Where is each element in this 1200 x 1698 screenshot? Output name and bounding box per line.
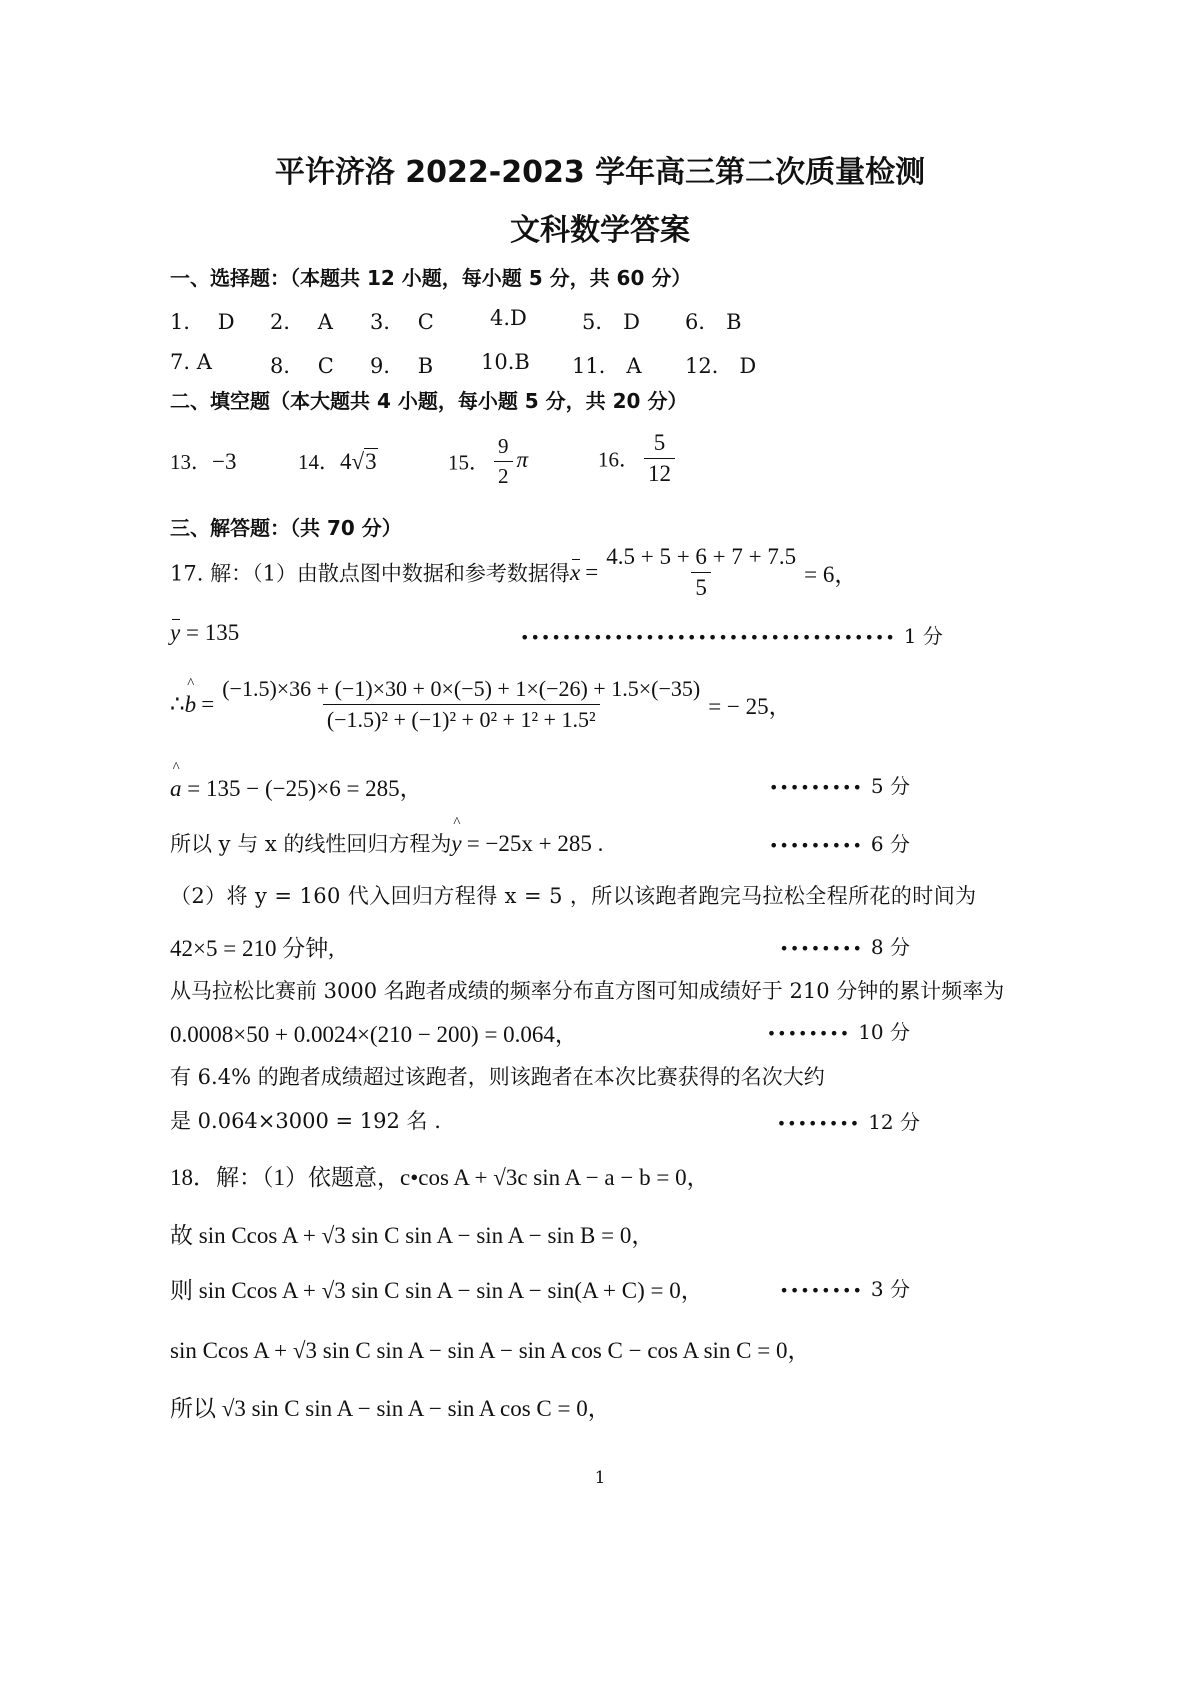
choice-answer: 6． B <box>685 310 742 334</box>
q17-a-hat-line: ^ a = 135 − (−25)×6 = 285， <box>170 770 423 803</box>
choice-answer: 4.D <box>490 306 527 330</box>
q17-b-hat-line: ∴^ b = $\frac{(-1.5)\times 36 + (-1)\times 30 + 0\times(-5) + 1\times(-26) + 1.5\times(-35)}{\text{(−1.5)² + (−1)² + 0² + 1² + 1.5²}}$ = − 25， <box>170 676 792 733</box>
choice-answer: 1． D <box>170 310 235 334</box>
q18-line5: 所以 √3 sin C sin A − sin A − sin A cos C = 0， <box>170 1396 611 1421</box>
score-marker: ••••••••• 6 分 <box>768 832 910 856</box>
choice-answer: 9． B <box>370 354 434 378</box>
q17-part2-line1: （2）将 y = 160 代入回归方程得 x = 5 ，所以该跑者跑完马拉松全程所花的时间为 <box>170 884 977 908</box>
q18-line1: 18．解：（1）依题意，c•cos A + √3c sin A − a − b = 0， <box>170 1165 710 1190</box>
page-number: 1 <box>594 1468 606 1488</box>
page-title: 平许济洛 2022-2023 学年高三第二次质量检测 <box>274 155 926 190</box>
q17-ybar-line: y = 135 <box>170 620 240 645</box>
section2-heading: 二、填空题（本大题共 4 小题，每小题 5 分，共 20 分） <box>170 389 688 413</box>
q17-regression-line: 所以 y 与 x 的线性回归方程为^ y = −25x + 285 . <box>170 828 603 858</box>
q17-part2-line6: 是 0.064×3000 = 192 名 . <box>170 1109 441 1133</box>
choice-answer: 11． A <box>572 354 642 378</box>
fill-answer-15: 15． $\frac{9}{2}$ π <box>448 434 529 488</box>
q18-line4: sin Ccos A + √3 sin C sin A − sin A − sin A cos C − cos A sin C = 0， <box>170 1338 811 1363</box>
q18-line2: 故 sin Ccos A + √3 sin C sin A − sin A − sin B = 0， <box>170 1223 655 1248</box>
q17-part2-line4: 0.0008×50 + 0.0024×(210 − 200) = 0.064， <box>170 1022 578 1047</box>
choice-answer: 8． C <box>270 354 334 378</box>
fill-answer-14: 14．4√3 <box>298 449 377 474</box>
q17-part2-line3: 从马拉松比赛前 3000 名跑者成绩的频率分布直方图可知成绩好于 210 分钟的累计频率为 <box>170 979 1005 1003</box>
choice-answer: 12． D <box>685 354 757 378</box>
score-marker: •••••••• 10 分 <box>766 1020 910 1044</box>
fill-answer-13: 13．−3 <box>170 449 237 474</box>
score-marker: •••••••• 12 分 <box>776 1110 920 1134</box>
q18-line3: 则 sin Ccos A + √3 sin C sin A − sin A − sin(A + C) = 0， <box>170 1278 704 1303</box>
choice-answer: 2． A <box>270 310 333 334</box>
q17-xbar-line: 17. 解：（1）由散点图中数据和参考数据得x = $\frac{4.5 + 5 + 6 + 7 + 7.5}{5}$ = 6， <box>170 544 858 600</box>
score-marker: ••••••••• 5 分 <box>768 774 910 798</box>
choice-answer: 7. A <box>170 350 212 374</box>
choice-answer: 3． C <box>370 310 434 334</box>
section1-heading: 一、选择题：（本题共 12 小题，每小题 5 分，共 60 分） <box>170 266 692 290</box>
choice-answer: 5． D <box>582 310 640 334</box>
choice-answer: 10.B <box>481 350 530 374</box>
q17-part2-line5: 有 6.4% 的跑者成绩超过该跑者，则该跑者在本次比赛获得的名次大约 <box>170 1065 825 1089</box>
section3-heading: 三、解答题：（共 70 分） <box>170 516 402 540</box>
score-marker: •••••••• 3 分 <box>779 1277 910 1301</box>
score-marker: •••••••••••••••••••••••••••••••••••• 1 分 <box>520 624 943 648</box>
fill-answer-16: 16． $\frac{5}{12}$ <box>598 430 679 487</box>
q17-part2-line2: 42×5 = 210 分钟, <box>170 936 334 961</box>
score-marker: •••••••• 8 分 <box>779 935 910 959</box>
page-subtitle: 文科数学答案 <box>510 213 690 248</box>
